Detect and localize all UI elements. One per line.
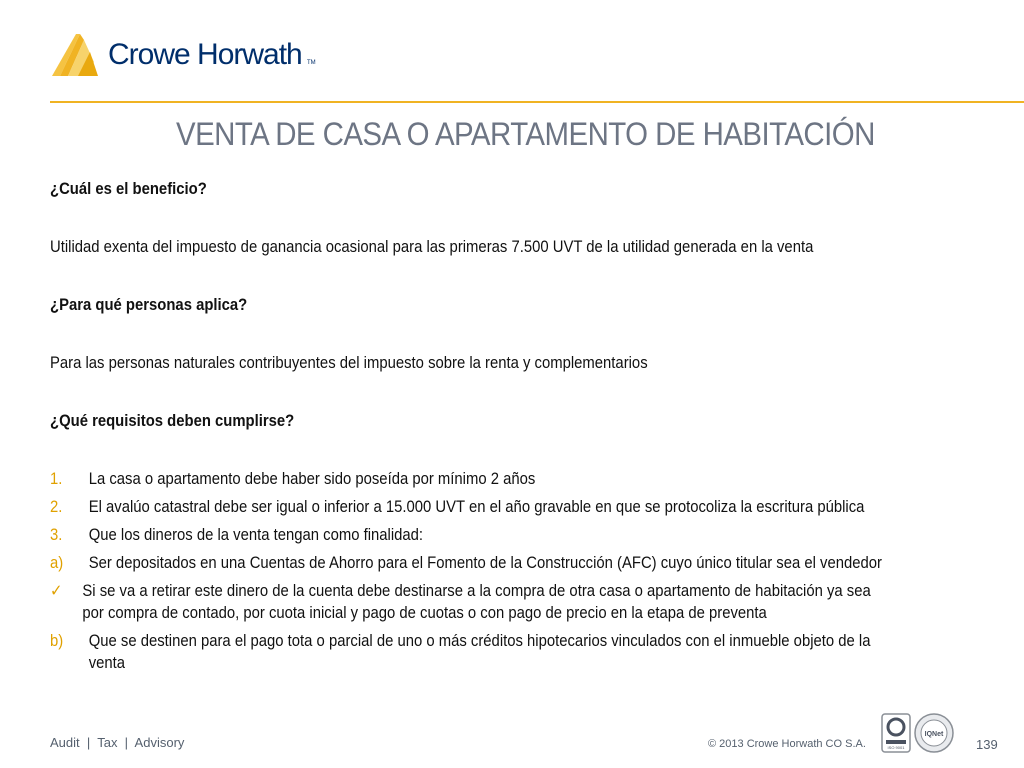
footer-copyright: © 2013 Crowe Horwath CO S.A. [708, 738, 866, 750]
badge-iso-text: ISO 9001 [887, 745, 905, 750]
list-text: El avalúo catastral debe ser igual o inferior a 15.000 UVT en el año gravable en que se protocoliza la escritura pública [88, 498, 865, 516]
list-marker: 3. [50, 526, 63, 544]
check-icon: ✓ [50, 582, 63, 600]
list-marker: 2. [50, 498, 63, 516]
badge-iqnet-text: IQNet [924, 731, 944, 738]
question-requirements: ¿Qué requisitos deben cumplirse? [50, 412, 295, 430]
certification-badges [880, 712, 956, 756]
list-item [50, 630, 896, 674]
list-text: Que los dineros de la venta tengan como finalidad: [88, 526, 424, 544]
list-marker: 1. [50, 470, 63, 488]
list-marker: a) [50, 554, 64, 572]
list-item [50, 524, 896, 546]
list-text: La casa o apartamento debe haber sido poseída por mínimo 2 años [88, 470, 536, 488]
list-item [50, 552, 896, 574]
list-text: Ser depositados en una Cuentas de Ahorro para el Fomento de la Construcción (AFC) cuyo único titular sea el vendedor [88, 554, 882, 572]
slide-body [50, 178, 896, 674]
footer-services: Audit | Tax | Advisory [50, 735, 185, 750]
question-who: ¿Para qué personas aplica? [50, 296, 248, 314]
list-text: Que se destinen para el pago tota o parcial de uno o más créditos hipotecarios vinculados con el inmueble objeto de la venta [88, 632, 871, 672]
logo-trademark: TM [307, 60, 316, 66]
header-divider [50, 101, 1024, 103]
answer-who: Para las personas naturales contribuyentes del impuesto sobre la renta y complementarios [50, 354, 648, 372]
list-marker: b) [50, 632, 64, 650]
answer-benefit: Utilidad exenta del impuesto de ganancia ocasional para las primeras 7.500 UVT de la utilidad generada en la venta [50, 238, 814, 256]
company-logo [50, 32, 330, 80]
iso-seal-icon [882, 714, 910, 752]
logo-peak-icon [52, 34, 98, 76]
page-number: 139 [976, 737, 998, 752]
logo-text: Crowe Horwath [108, 38, 302, 71]
list-text: Si se va a retirar este dinero de la cuenta debe destinarse a la compra de otra casa o apartamento de habitación ya sea por compra de contado, por cuota inicial y pago de cuotas o con pago de precio en la etapa de preventa [82, 582, 871, 622]
slide-title: VENTA DE CASA O APARTAMENTO DE HABITACIÓN [176, 116, 875, 152]
list-item [50, 496, 896, 518]
question-benefit: ¿Cuál es el beneficio? [50, 180, 207, 198]
list-item [50, 468, 896, 490]
iqnet-seal-icon [915, 714, 953, 752]
list-item [50, 580, 896, 624]
